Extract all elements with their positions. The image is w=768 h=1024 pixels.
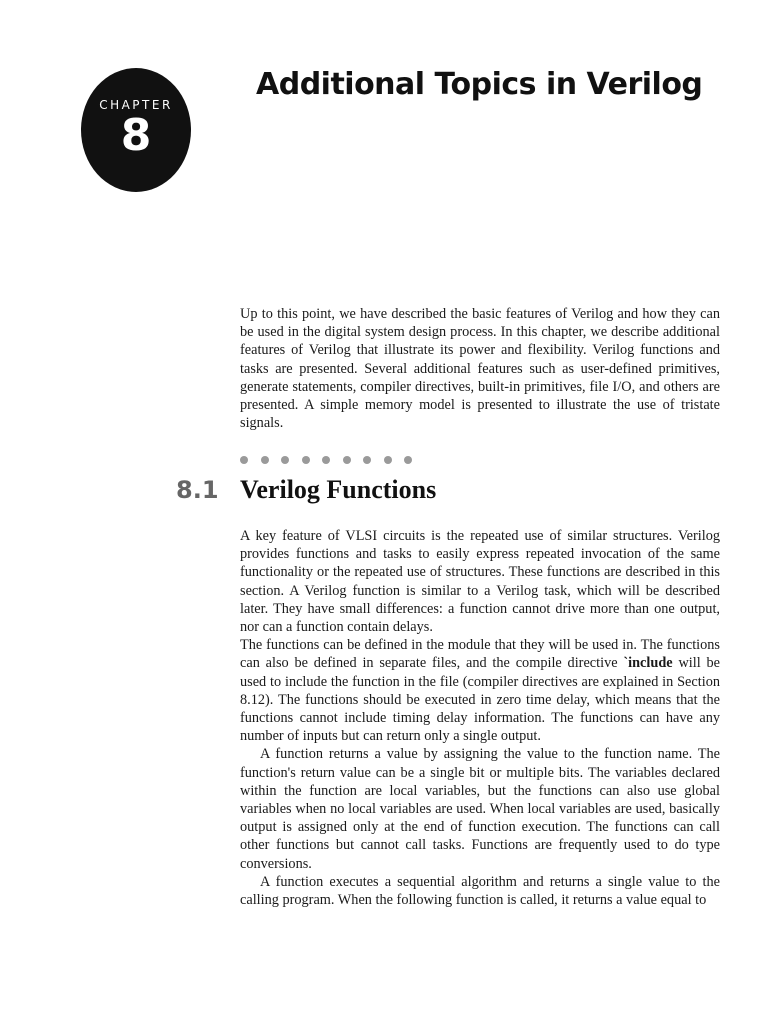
section-paragraph-2 <box>240 636 720 745</box>
section-number: 8.1 <box>176 476 219 504</box>
section-body <box>240 527 720 909</box>
divider-dot <box>302 456 310 464</box>
section-paragraph-4: A function executes a sequential algorithm and returns a single value to the calling program. When the following function is called, it returns a value equal to <box>240 873 720 909</box>
section-paragraph-3: A function returns a value by assigning the value to the function name. The function's return value can be a single bit or multiple bits. The variables declared within the function are local variables, but the functions can also use global variables when no local variables are used. When local variables are used, basically output is assigned only at the end of function execution. The functions can call other functions but cannot call tasks. Functions are frequently used to do type conversions. <box>240 746 720 872</box>
paragraph-2-text-end: will be used to include the function in the file (compiler directives are explained in Section 8.12). The functions should be executed in zero time delay, which means that the functions cannot include timing delay information. The functions can have any number of inputs but can return only a single output. <box>240 655 720 745</box>
intro-text: Up to this point, we have described the basic features of Verilog and how they can be used in the digital system design process. In this chapter, we describe additional features of Verilog that illustrate its power and flexibility. Verilog functions and tasks are presented. Several additional features such as user-defined primitives, generate statements, compiler directives, built-in primitives, file I/O, and others are presented. A simple memory model is presented to illustrate the use of tristate signals. <box>240 306 720 432</box>
divider-dot <box>281 456 289 464</box>
divider-dot <box>404 456 412 464</box>
chapter-number: 8 <box>120 110 152 161</box>
paragraph-2-text-start: The functions can be defined in the module that they will be used in. The functions can also be defined in separate files, and the compile directive <box>240 637 720 672</box>
divider-dot <box>261 456 269 464</box>
include-directive-keyword: `include <box>623 655 673 672</box>
divider-dot <box>240 456 248 464</box>
section-paragraph-1: A key feature of VLSI circuits is the repeated use of similar structures. Verilog provides functions and tasks to easily express repeated invocation of the same functionality or the repeated use of structures. These functions are described in this section. A Verilog function is similar to a Verilog task, which will be described later. They have small differences: a function cannot drive more than one output, nor can a function contain delays. <box>240 528 720 636</box>
chapter-label: CHAPTER <box>99 98 173 112</box>
section-title: Verilog Functions <box>240 475 437 504</box>
chapter-title: Additional Topics in Verilog <box>256 67 703 102</box>
chapter-badge <box>81 68 191 192</box>
intro-paragraph <box>240 305 720 432</box>
section-divider-dots <box>240 456 412 464</box>
divider-dot <box>384 456 392 464</box>
divider-dot <box>363 456 371 464</box>
divider-dot <box>343 456 351 464</box>
divider-dot <box>322 456 330 464</box>
